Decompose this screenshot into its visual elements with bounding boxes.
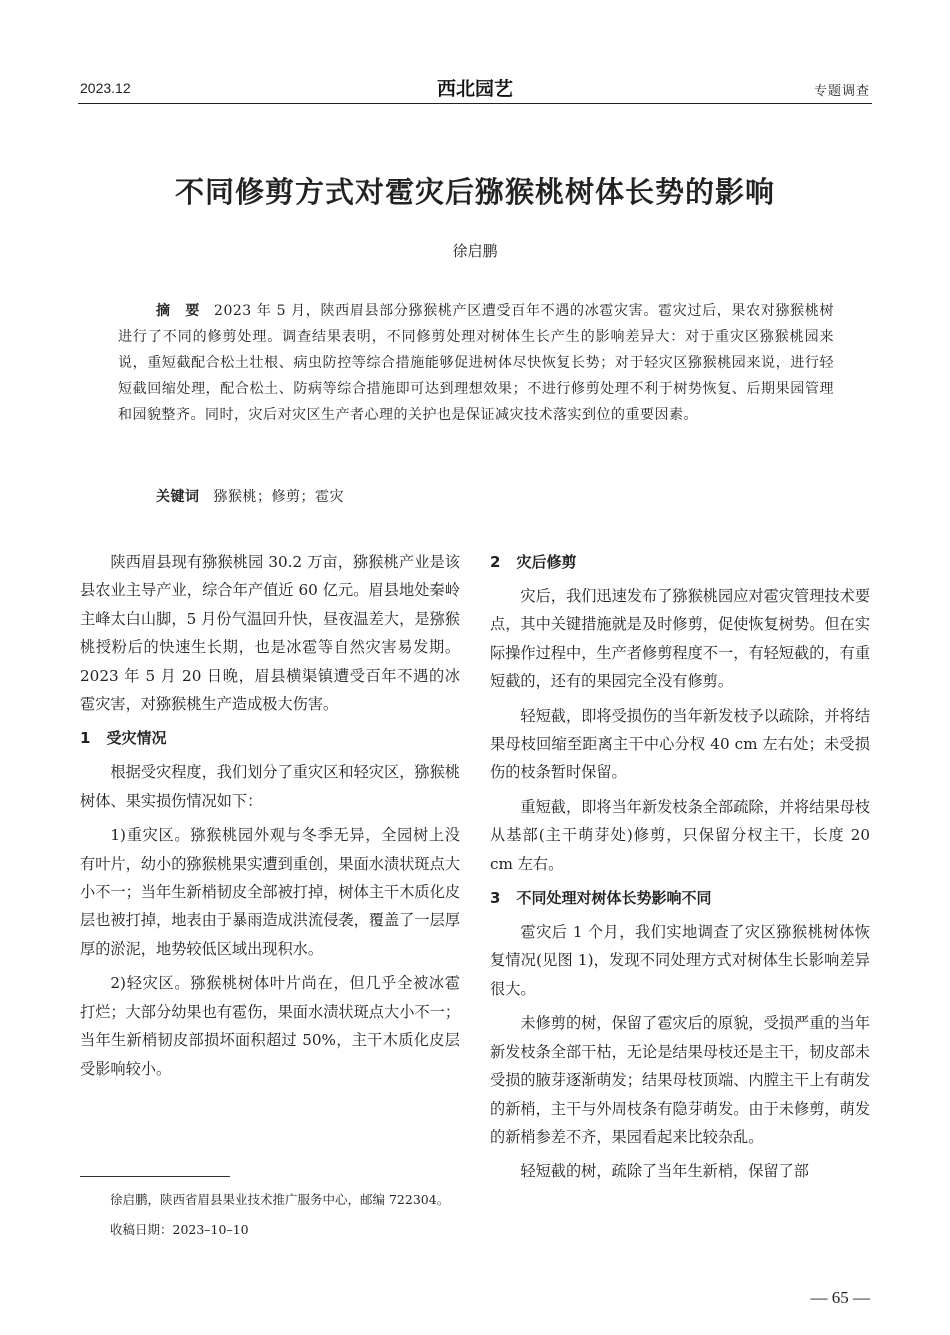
section-1-paragraph-2: 1)重灾区。猕猴桃园外观与冬季无异，全园树上没有叶片，幼小的猕猴桃果实遭到重创，果面水渍状斑点大小不一；当年生新梢韧皮全部被打掉，树体主干木质化皮层也被打掉，地表由于暴雨造成洪流侵袭，覆盖了一层厚厚的淤泥，地势较低区域出现积水。 <box>80 826 460 958</box>
keywords-text: 猕猴桃；修剪；雹灾 <box>213 489 344 505</box>
section-3-number: 3 <box>490 889 501 908</box>
section-1-paragraph-1: 根据受灾程度，我们划分了重灾区和轻灾区，猕猴桃树体、果实损伤情况如下： <box>80 763 460 810</box>
section-3-paragraph-2: 未修剪的树，保留了雹灾后的原貌，受损严重的当年新发枝条全部干枯，无论是结果母枝还是主干，韧皮部未受损的腋芽逐渐萌发；结果母枝顶端、内膛主干上有萌发的新梢，主干与外周枝条有隐芽萌发。由于未修剪，萌发的新梢参差不齐，果园看起来比较杂乱。 <box>490 1014 870 1146</box>
section-3-paragraph-1: 雹灾后 1 个月，我们实地调查了灾区猕猴桃树体恢复情况(见图 1)，发现不同处理方式对树体生长影响差异很大。 <box>490 923 870 998</box>
abstract-text: 2023 年 5 月，陕西眉县部分猕猴桃产区遭受百年不遇的冰雹灾害。雹灾过后，果农对猕猴桃树进行了不同的修剪处理。调查结果表明，不同修剪处理对树体生长产生的影响差异大：对于重灾区猕猴桃园来说，重短截配合松土壮根、病虫防控等综合措施能够促进树体尽快恢复长势；对于轻灾区猕猴桃园来说，进行轻短截回缩处理，配合松土、防病等综合措施即可达到理想效果；不进行修剪处理不利于树势恢复、后期果园管理和园貌整齐。同时，灾后对灾区生产者心理的关护也是保证减灾技术落实到位的重要因素。 <box>118 303 834 423</box>
section-2-paragraph-2: 轻短截，即将受损伤的当年新发枝予以疏除，并将结果母枝回缩至距离主干中心分杈 40 cm 左右处；未受损伤的枝条暂时保留。 <box>490 706 870 782</box>
article-title: 不同修剪方式对雹灾后猕猴桃树体长势的影响 <box>174 175 775 209</box>
header-rule <box>78 103 872 104</box>
keywords <box>156 486 344 506</box>
section-2-title: 灾后修剪 <box>516 553 577 571</box>
section-2-number: 2 <box>490 553 501 571</box>
footnote-received-date: 收稿日期：2023–10–10 <box>110 1222 249 1237</box>
section-3-heading <box>490 884 870 912</box>
section-3-paragraph-3: 轻短截的树，疏除了当年生新梢，保留了部 <box>520 1162 809 1181</box>
section-2-heading <box>490 548 870 576</box>
section-2-paragraph-1: 灾后，我们迅速发布了猕猴桃园应对雹灾管理技术要点，其中关键措施就是及时修剪，促使恢复树势。但在实际操作过程中，生产者修剪程度不一，有轻短截的，有重短截的，还有的果园完全没有修剪。 <box>490 587 870 691</box>
header-date: 2023.12 <box>80 80 131 96</box>
footnote <box>80 1188 460 1242</box>
abstract-label: 摘 要 <box>156 303 201 319</box>
intro-paragraph: 陕西眉县现有猕猴桃园 30.2 万亩，猕猴桃产业是该县农业主导产业，综合年产值近 60 亿元。眉县地处秦岭主峰太白山脚，5 月份气温回升快，昼夜温差大，是猕猴桃授粉后的快速生长期，也是冰雹等自然灾害易发期。2023 年 5 月 20 日晚，眉县横渠镇遭受百年不遇的冰雹灾害，对猕猴桃生产造成极大伤害。 <box>80 553 460 714</box>
section-1-number: 1 <box>80 729 91 748</box>
keywords-label: 关键词 <box>156 489 200 505</box>
article-author: 徐启鹏 <box>452 242 498 260</box>
footnote-rule <box>80 1176 230 1177</box>
page-number: — 65 — <box>810 1288 870 1307</box>
section-1-paragraph-3: 2)轻灾区。猕猴桃树体叶片尚在，但几乎全被冰雹打烂；大部分幼果也有雹伤，果面水渍状斑点大小不一；当年生新梢韧皮部损坏面积超过 50%，主干木质化皮层受影响较小。 <box>80 974 460 1078</box>
footnote-affiliation: 徐启鹏，陕西省眉县果业技术推广服务中心，邮编 722304。 <box>110 1192 450 1207</box>
body-left-column <box>80 548 460 1089</box>
section-1-title: 受灾情况 <box>106 729 167 748</box>
section-1-heading <box>80 724 460 752</box>
abstract <box>118 298 834 428</box>
journal-logo: 西北园艺 <box>436 78 513 100</box>
column-name: 专题调查 <box>813 84 870 99</box>
section-3-title: 不同处理对树体长势影响不同 <box>516 889 712 908</box>
section-2-paragraph-3: 重短截，即将当年新发枝条全部疏除，并将结果母枝从基部(主干萌芽处)修剪，只保留分杈主干，长度 20 cm 左右。 <box>490 797 870 873</box>
body-right-column <box>490 548 870 1192</box>
